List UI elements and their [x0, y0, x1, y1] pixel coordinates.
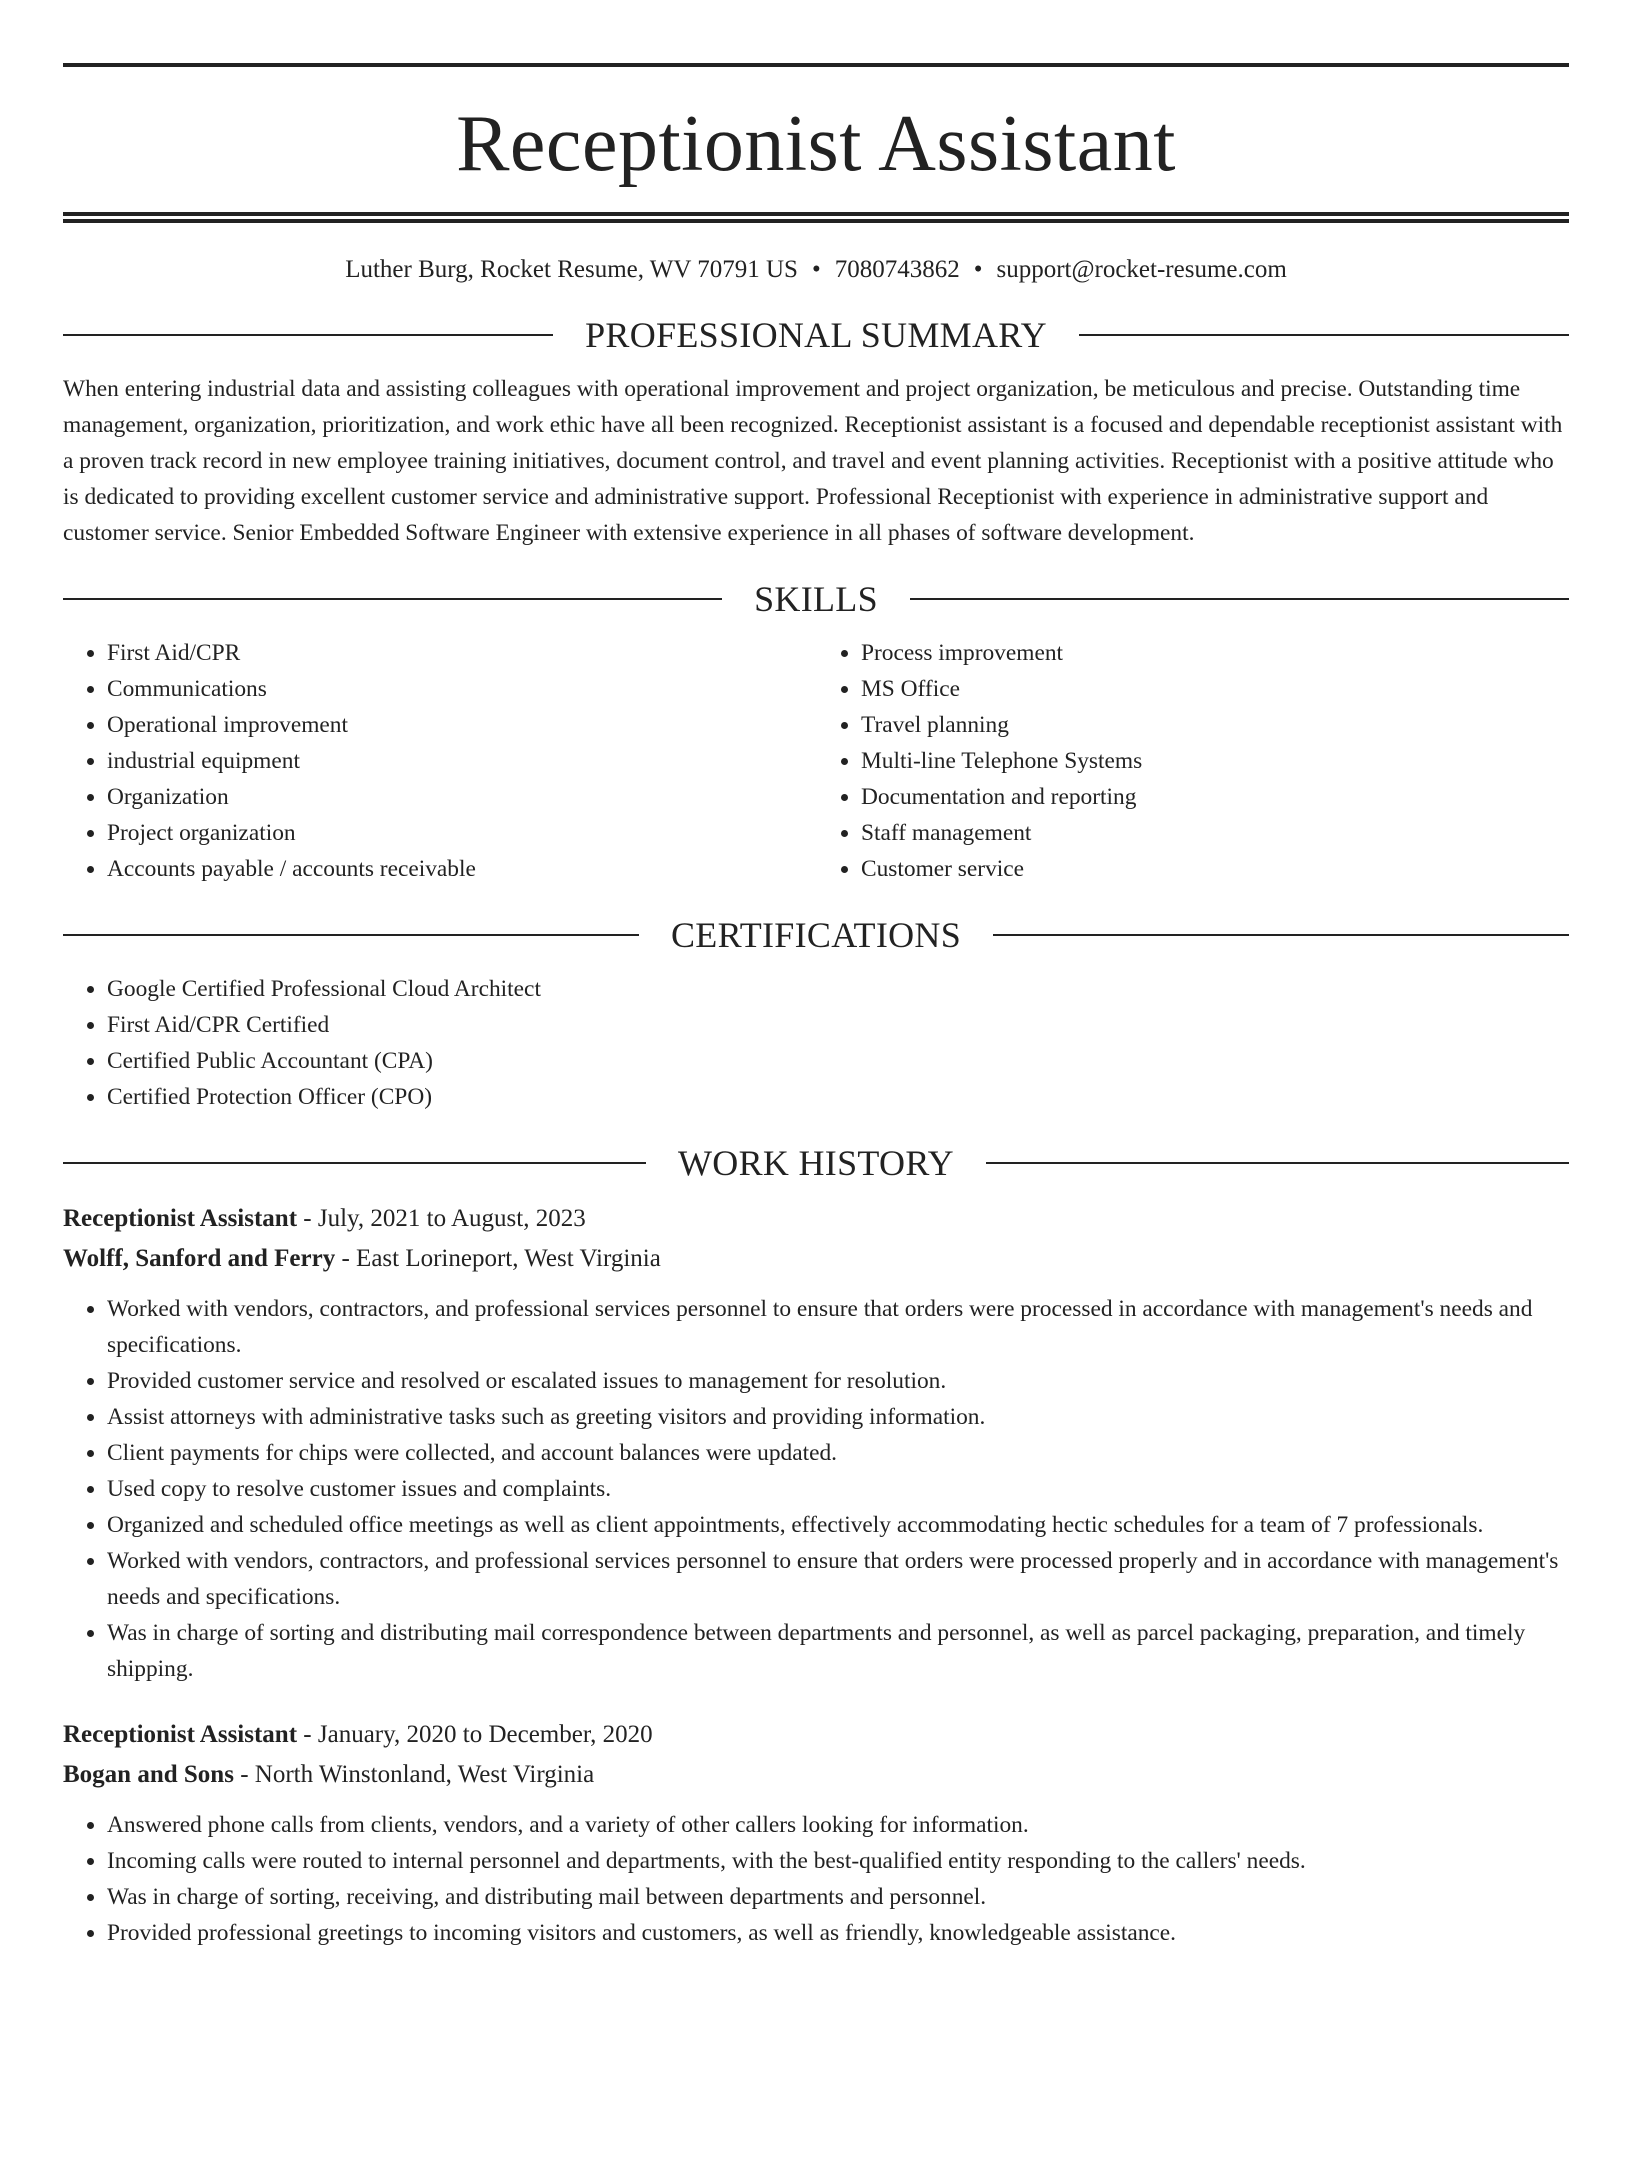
- heading-rule-left: [63, 1162, 646, 1164]
- skill-item: • Process improvement: [861, 635, 1569, 671]
- skill-item: • Documentation and reporting: [861, 779, 1569, 815]
- skills-column-left: [63, 635, 816, 887]
- certification-item: • Google Certified Professional Cloud Architect: [107, 971, 1569, 1007]
- certification-item: • First Aid/CPR Certified: [107, 1007, 1569, 1043]
- resume-page: [0, 63, 1632, 2175]
- top-rule: [63, 63, 1569, 67]
- job-entry: [63, 1199, 1569, 1687]
- job-duty: • Worked with vendors, contractors, and professional services personnel to ensure that orders were processed properly and in accordance with management's needs and specifications.: [107, 1543, 1569, 1615]
- certifications-heading: CERTIFICATIONS: [670, 915, 962, 955]
- skill-item: • Customer service: [861, 851, 1569, 887]
- job-company-line: [63, 1755, 1569, 1795]
- job-title-line: [63, 1715, 1569, 1755]
- job-duty: • Assist attorneys with administrative tasks such as greeting visitors and providing information.: [107, 1399, 1569, 1435]
- skills-list-left: [63, 635, 816, 887]
- job-duty: • Organized and scheduled office meetings as well as client appointments, effectively accommodating hectic schedules for a team of 7 professionals.: [107, 1507, 1569, 1543]
- summary-heading: PROFESSIONAL SUMMARY: [585, 315, 1047, 355]
- heading-rule-left: [63, 598, 722, 600]
- job-title: Receptionist Assistant: [63, 1721, 298, 1748]
- job-duty: • Provided customer service and resolved or escalated issues to management for resolution.: [107, 1363, 1569, 1399]
- job-company: Bogan and Sons: [63, 1761, 234, 1788]
- job-dates: - July, 2021 to August, 2023: [297, 1205, 586, 1232]
- skill-item: • First Aid/CPR: [107, 635, 816, 671]
- skills-heading: SKILLS: [754, 579, 878, 619]
- job-duty: • Worked with vendors, contractors, and professional services personnel to ensure that orders were processed in accordance with management's needs and specifications.: [107, 1291, 1569, 1363]
- summary-text: When entering industrial data and assisting colleagues with operational improvement and project organization, be meticulous and precise. Outstanding time management, organization, prioritization, and work ethic have all been recognized. Receptionist assistant is a focused and dependable receptionist assistant with a proven track record in new employee training initiatives, document control, and travel and event planning activities. Receptionist with a positive attitude who is dedicated to providing excellent customer service and administrative support. Professional Receptionist with experience in administrative support and customer service. Senior Embedded Software Engineer with extensive experience in all phases of software development.: [63, 376, 1563, 546]
- job-duties-list: [63, 1807, 1569, 1951]
- skill-item: • Travel planning: [861, 707, 1569, 743]
- skill-item: • Communications: [107, 671, 816, 707]
- skills-list-right: [816, 635, 1569, 887]
- job-company: Wolff, Sanford and Ferry: [63, 1245, 336, 1272]
- heading-rule-right: [910, 598, 1569, 600]
- job-duty: • Provided professional greetings to incoming visitors and customers, as well as friendly, knowledgeable assistance.: [107, 1915, 1569, 1951]
- skill-item: • Staff management: [861, 815, 1569, 851]
- job-duty: • Answered phone calls from clients, vendors, and a variety of other callers looking for information.: [107, 1807, 1569, 1843]
- skill-item: • Multi-line Telephone Systems: [861, 743, 1569, 779]
- skill-item: • Organization: [107, 779, 816, 815]
- certifications-list: [63, 971, 1569, 1115]
- heading-rule-right: [993, 934, 1569, 936]
- contact-phone[interactable]: 7080743862: [834, 256, 960, 283]
- job-dates: - January, 2020 to December, 2020: [297, 1721, 653, 1748]
- contact-separator: •: [973, 256, 983, 283]
- skills-columns: [63, 635, 1569, 887]
- job-title: Receptionist Assistant: [63, 1205, 298, 1232]
- job-duty: • Client payments for chips were collected, and account balances were updated.: [107, 1435, 1569, 1471]
- contact-email[interactable]: support@rocket-resume.com: [996, 256, 1287, 283]
- skill-item: • MS Office: [861, 671, 1569, 707]
- skills-section-heading: [63, 577, 1569, 621]
- job-location: - East Lorineport, West Virginia: [335, 1245, 661, 1272]
- skill-item: • Accounts payable / accounts receivable: [107, 851, 816, 887]
- heading-rule-right: [986, 1162, 1569, 1164]
- contact-address: Luther Burg, Rocket Resume, WV 70791 US: [345, 256, 798, 283]
- job-title-line: [63, 1199, 1569, 1239]
- contact-separator: •: [811, 256, 821, 283]
- work-history-heading: WORK HISTORY: [678, 1143, 954, 1183]
- certifications-section-heading: [63, 913, 1569, 957]
- job-duty: • Was in charge of sorting, receiving, and distributing mail between departments and personnel.: [107, 1879, 1569, 1915]
- certification-item: • Certified Public Accountant (CPA): [107, 1043, 1569, 1079]
- work-history-section-heading: [63, 1141, 1569, 1185]
- certifications-block: [63, 971, 1569, 1115]
- skill-item: • industrial equipment: [107, 743, 816, 779]
- title-double-rule: [63, 212, 1569, 223]
- skill-item: • Operational improvement: [107, 707, 816, 743]
- contact-line: [63, 253, 1569, 287]
- job-duty: • Was in charge of sorting and distributing mail correspondence between departments and personnel, as well as parcel packaging, preparation, and timely shipping.: [107, 1615, 1569, 1687]
- skills-column-right: [816, 635, 1569, 887]
- job-duty: • Used copy to resolve customer issues and complaints.: [107, 1471, 1569, 1507]
- heading-rule-left: [63, 334, 553, 336]
- job-duty: • Incoming calls were routed to internal personnel and departments, with the best-qualified entity responding to the callers' needs.: [107, 1843, 1569, 1879]
- certification-item: • Certified Protection Officer (CPO): [107, 1079, 1569, 1115]
- job-entry: [63, 1715, 1569, 1951]
- heading-rule-right: [1079, 334, 1569, 336]
- heading-rule-left: [63, 934, 639, 936]
- summary-section-heading: [63, 313, 1569, 357]
- resume-title: Receptionist Assistant: [456, 100, 1176, 188]
- job-location: - North Winstonland, West Virginia: [233, 1761, 595, 1788]
- job-duties-list: [63, 1291, 1569, 1687]
- skill-item: • Project organization: [107, 815, 816, 851]
- job-company-line: [63, 1239, 1569, 1279]
